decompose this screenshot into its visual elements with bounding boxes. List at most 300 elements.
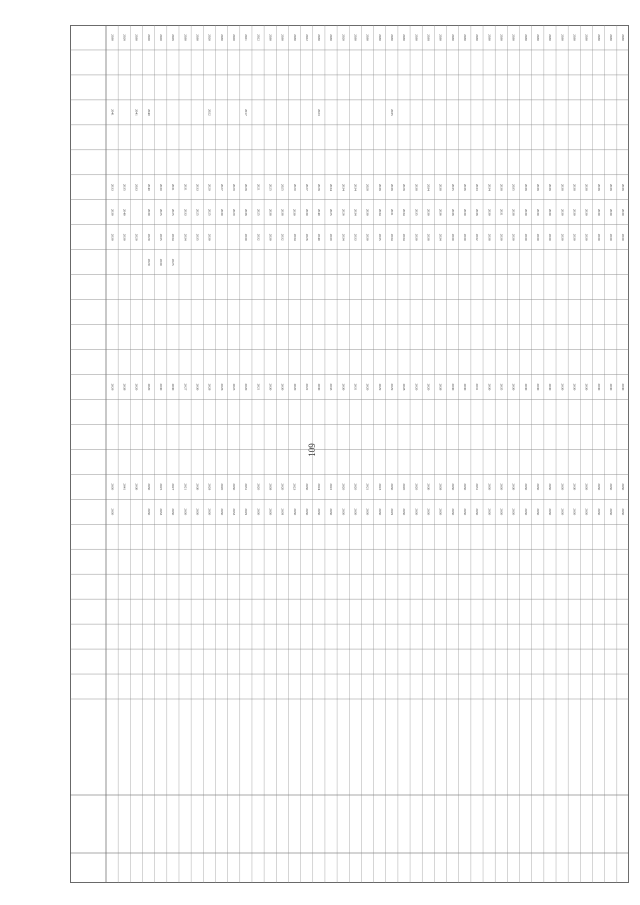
table-cell: 2031 [244, 483, 249, 491]
table-cell: 2029 [377, 383, 382, 391]
table-cell: 2030 [560, 483, 565, 491]
table-cell: 2030 [377, 34, 382, 41]
table-cell: 2030 [463, 208, 468, 216]
table-cell: 2030 [438, 508, 443, 516]
table-cell: 2030 [450, 508, 455, 516]
table-cell: 2030 [292, 508, 297, 516]
table-cell: 2034 [171, 233, 176, 241]
table-cell: 2030 [535, 508, 540, 516]
table-cell: 2023 [377, 483, 382, 491]
table-cell: 2030 [426, 483, 431, 491]
table-cell: 2041 [122, 483, 127, 491]
table-cell: 2030 [390, 34, 395, 41]
table-cell: 2038 [438, 383, 443, 391]
table-cell: 2020 [207, 34, 212, 41]
table-cell: 2022 [256, 34, 261, 41]
table-cell: 2027 [171, 483, 176, 491]
table-cell: 2031 [475, 383, 480, 391]
table-cell: 2030 [548, 383, 553, 391]
table-cell: 2030 [268, 233, 273, 241]
table-cell: 2030 [414, 233, 419, 241]
table-cell: 2038 [535, 183, 540, 191]
table-cell: 2020 [414, 483, 419, 491]
table-cell: 2030 [535, 34, 540, 41]
table-cell: 2030 [292, 34, 297, 41]
table-cell: 2020 [256, 483, 261, 491]
table-cell: 2032 [475, 233, 480, 241]
table-cell: 2034 [390, 233, 395, 241]
table-cell: 2030 [511, 483, 516, 491]
table-cell: 2034 [353, 183, 358, 191]
table-cell: 2022 [329, 483, 334, 491]
table-cell: 2034 [402, 208, 407, 216]
table-cell: 2030 [195, 483, 200, 491]
table-cell: 2030 [548, 483, 553, 491]
table-cell: 2029 [390, 383, 395, 391]
table-cell: 2025 [268, 183, 273, 191]
table-cell: 2031 [475, 483, 480, 491]
table-cell: 2030 [219, 34, 224, 41]
table-cell: 2020 [158, 34, 163, 41]
table-cell: 2023 [292, 483, 297, 491]
table-cell: 2030 [244, 233, 249, 241]
table-cell: 2030 [450, 483, 455, 491]
table-cell: 2030 [219, 508, 224, 516]
table-cell: 2034 [341, 183, 346, 191]
table-cell: 2030 [572, 208, 577, 216]
table-cell: 2030 [499, 34, 504, 41]
table-cell: 2038 [377, 183, 382, 191]
table-cell: 2020 [292, 383, 297, 391]
table-cell: 2030 [268, 383, 273, 391]
table-cell: 2038 [268, 483, 273, 491]
table-cell: 2038 [280, 208, 285, 216]
table-cell: 2030 [110, 34, 115, 41]
table-cell: 2020 [365, 383, 370, 391]
table-cell: 2033 [158, 508, 163, 516]
table-cell: 2030 [158, 258, 163, 266]
table-cell: 2020 [341, 483, 346, 491]
table-cell: 2033 [329, 383, 334, 391]
table-cell: 2030 [560, 508, 565, 516]
table-cell: 2038 [426, 233, 431, 241]
table-cell: 2030 [219, 208, 224, 216]
table-cell: 2030 [584, 508, 589, 516]
table-cell: 2030 [572, 483, 577, 491]
table-cell: 2021 [244, 34, 249, 41]
table-cell: 2030 [621, 34, 626, 41]
table-cell: 2030 [414, 508, 419, 516]
table-cell: 2038 [572, 183, 577, 191]
table-cell: 2027 [183, 383, 188, 391]
table-cell: 2035 [122, 183, 127, 191]
table-cell: 2030 [122, 233, 127, 241]
table-cell: 2035 [195, 233, 200, 241]
table-cell: 2030 [183, 34, 188, 41]
table-cell: 2026 [219, 383, 224, 391]
table-cell: 2030 [390, 483, 395, 491]
table-cell: 2034 [438, 233, 443, 241]
table-cell: 2039 [329, 233, 334, 241]
table-cell: 2030 [158, 383, 163, 391]
table-frame [71, 26, 629, 883]
table-cell: 2030 [608, 508, 613, 516]
table-cell: 2038 [244, 208, 249, 216]
table-cell: 2020 [146, 34, 151, 41]
table-cell: 2030 [560, 34, 565, 41]
table-cell: 2025 [329, 208, 334, 216]
table-cell: 2030 [317, 508, 322, 516]
table-cell: 2038 [414, 183, 419, 191]
table-cell: 2034 [183, 233, 188, 241]
table-cell: 2028 [402, 183, 407, 191]
table-cell: 2030 [195, 508, 200, 516]
table-cell: 2030 [572, 233, 577, 241]
table-cell: 2030 [596, 383, 601, 391]
table-cell: 2038 [426, 34, 431, 41]
table-cell: 2030 [414, 34, 419, 41]
table-cell: 2030 [426, 508, 431, 516]
table-cell: 2030 [608, 34, 613, 41]
table-cell: 2028 [207, 383, 212, 391]
table-cell: 2020 [134, 233, 139, 241]
data-table [70, 25, 629, 883]
table-cell: 2029 [390, 508, 395, 516]
table-cell: 2030 [499, 508, 504, 516]
table-cell: 2030 [584, 483, 589, 491]
table-cell: 2030 [572, 383, 577, 391]
table-cell: 2027 [219, 183, 224, 191]
table-cell: 2030 [183, 508, 188, 516]
table-cell: 2030 [487, 34, 492, 41]
table-cell: 2023 [231, 383, 236, 391]
table-cell: 2030 [304, 483, 309, 491]
table-cell: 2034 [292, 233, 297, 241]
table-cell: 2031 [390, 208, 395, 216]
table-cell: 2030 [171, 383, 176, 391]
table-cell: 2026 [122, 34, 127, 41]
table-cell: 2020 [231, 34, 236, 41]
table-cell: 2030 [548, 233, 553, 241]
table-cell: 2030 [134, 483, 139, 491]
table-cell: 2032 [256, 233, 261, 241]
table-cell: 2033 [195, 183, 200, 191]
table-cell: 2020 [280, 483, 285, 491]
table-cell: 2036 [463, 183, 468, 191]
table-cell: 2030 [463, 383, 468, 391]
table-cell: 2030 [402, 508, 407, 516]
table-cell: 2030 [596, 208, 601, 216]
table-cell: 2030 [171, 508, 176, 516]
table-cell: 2030 [463, 483, 468, 491]
table-cell: 2030 [329, 508, 334, 516]
table-cell: 2030 [560, 383, 565, 391]
table-cell: 2030 [110, 233, 115, 241]
table-cell: 2030 [329, 34, 334, 41]
table-cell: 2030 [304, 208, 309, 216]
table-cell: 2030 [548, 208, 553, 216]
table-cell: 2030 [584, 233, 589, 241]
table-cell: 2040 [146, 108, 151, 116]
table-cell: 2030 [365, 208, 370, 216]
table-cell: 2035 [158, 233, 163, 241]
table-cell: 2020 [353, 483, 358, 491]
table-cell: 2030 [523, 233, 528, 241]
table-cell: 2030 [535, 483, 540, 491]
table-cell: 2029 [231, 183, 236, 191]
table-cell: 2030 [304, 508, 309, 516]
table-cell: 2029 [244, 508, 249, 516]
table-cell: 2030 [377, 508, 382, 516]
table-cell: 2030 [353, 508, 358, 516]
table-cell: 2030 [207, 508, 212, 516]
table-cell: 2030 [621, 383, 626, 391]
table-cell: 2030 [621, 208, 626, 216]
table-cell: 2020 [146, 233, 151, 241]
table-cell: 2030 [231, 483, 236, 491]
table-cell: 2036 [438, 208, 443, 216]
table-cell: 2021 [365, 483, 370, 491]
table-cell: 2030 [463, 34, 468, 41]
table-cell: 2030 [572, 508, 577, 516]
table-cell: 2020 [207, 183, 212, 191]
table-cell: 2030 [450, 383, 455, 391]
table-cell: 2030 [608, 383, 613, 391]
table-cell: 2030 [523, 483, 528, 491]
table-cell: 2026 [304, 233, 309, 241]
table-cell: 2030 [511, 34, 516, 41]
table-cell: 2020 [134, 383, 139, 391]
table-cell: 2026 [110, 383, 115, 391]
table-cell: 2030 [475, 34, 480, 41]
table-cell: 2030 [535, 208, 540, 216]
table-cell: 2030 [195, 383, 200, 391]
table-cell: 2040 [146, 183, 151, 191]
table-cell: 2030 [548, 508, 553, 516]
table-cell: 2028 [244, 183, 249, 191]
table-cell: 2033 [134, 183, 139, 191]
table-cell: 2038 [438, 483, 443, 491]
table-cell: 2030 [511, 383, 516, 391]
table-cell: 2033 [231, 508, 236, 516]
table-cell: 2030 [596, 233, 601, 241]
table-cell: 2040 [317, 233, 322, 241]
table-cell: 2030 [523, 34, 528, 41]
table-cell: 2027 [304, 183, 309, 191]
table-cell: 2031 [499, 208, 504, 216]
table-cell: 2031 [353, 383, 358, 391]
table-cell: 2026 [171, 34, 176, 41]
table-cell: 2028 [402, 383, 407, 391]
table-cell: 2035 [390, 108, 395, 116]
table-cell: 2030 [110, 208, 115, 216]
table-cell: 2030 [341, 383, 346, 391]
table-cell: 2038 [438, 183, 443, 191]
table-cell: 2030 [487, 508, 492, 516]
table-cell: 2030 [438, 34, 443, 41]
table-cell: 2034 [377, 208, 382, 216]
table-cell: 2030 [146, 483, 151, 491]
table-cell: 2020 [414, 383, 419, 391]
table-cell: 2030 [584, 208, 589, 216]
table-cell: 2030 [608, 208, 613, 216]
table-cell: 2038 [122, 383, 127, 391]
table-cell: 2030 [280, 383, 285, 391]
table-cell: 2030 [268, 508, 273, 516]
table-cell: 2030 [365, 233, 370, 241]
table-cell: 2028 [365, 183, 370, 191]
table-cell: 2030 [341, 508, 346, 516]
table-cell: 2034 [353, 208, 358, 216]
table-cell: 2026 [341, 208, 346, 216]
table-cell: 2030 [365, 508, 370, 516]
table-cell: 2030 [523, 208, 528, 216]
table-cell: 2030 [499, 233, 504, 241]
table-cell: 2020 [219, 483, 224, 491]
table-cell: 2030 [463, 233, 468, 241]
table-cell: 2024 [317, 483, 322, 491]
table-cell: 2030 [523, 508, 528, 516]
table-cell: 2030 [560, 208, 565, 216]
table-cell: 2030 [621, 483, 626, 491]
table-cell: 2030 [548, 34, 553, 41]
table-cell: 2034 [329, 183, 334, 191]
table-cell: 2038 [487, 233, 492, 241]
table-cell: 2030 [317, 383, 322, 391]
table-cell: 2038 [548, 183, 553, 191]
table-cell: 2030 [317, 34, 322, 41]
table-cell: 2041 [134, 108, 139, 116]
table-cell: 2031 [171, 183, 176, 191]
table-cell: 2038 [584, 183, 589, 191]
table-cell: 2040 [122, 208, 127, 216]
table-cell: 2030 [353, 34, 358, 41]
table-cell: 2038 [523, 183, 528, 191]
table-cell: 2025 [158, 483, 163, 491]
table-cell: 2020 [426, 383, 431, 391]
table-cell: 2030 [560, 233, 565, 241]
table-cell: 2034 [402, 233, 407, 241]
table-cell: 2035 [377, 233, 382, 241]
table-cell: 2030 [134, 34, 139, 41]
table-cell: 2030 [280, 34, 285, 41]
table-cell: 2030 [535, 383, 540, 391]
table-cell: 2023 [317, 108, 322, 116]
table-cell: 2030 [110, 483, 115, 491]
table-cell: 2030 [450, 233, 455, 241]
table-cell: 2034 [426, 183, 431, 191]
table-cell: 2030 [499, 483, 504, 491]
table-cell: 2030 [450, 34, 455, 41]
table-cell: 2034 [341, 233, 346, 241]
table-cell: 2038 [608, 183, 613, 191]
table-cell: 2038 [560, 183, 565, 191]
table-cell: 2035 [499, 383, 504, 391]
table-cell: 2033 [353, 233, 358, 241]
table-cell: 2038 [499, 183, 504, 191]
table-cell: 2030 [158, 183, 163, 191]
table-cell: 2020 [146, 258, 151, 266]
table-cell: 2030 [584, 383, 589, 391]
table-cell: 2032 [280, 233, 285, 241]
table-cell: 2030 [621, 508, 626, 516]
table-cell: 2022 [304, 383, 309, 391]
table-cell: 2017 [244, 108, 249, 116]
table-cell: 2035 [450, 183, 455, 191]
table-cell: 2030 [596, 483, 601, 491]
table-cell: 2025 [280, 183, 285, 191]
table-cell: 2025 [171, 208, 176, 216]
table-cell: 2021 [183, 483, 188, 491]
table-cell: 2030 [475, 508, 480, 516]
table-cell: 2041 [110, 108, 115, 116]
table-cell: 2030 [596, 34, 601, 41]
table-cell: 2030 [292, 208, 297, 216]
table-cell: 2035 [414, 208, 419, 216]
table-cell: 2038 [268, 208, 273, 216]
table-cell: 2030 [608, 233, 613, 241]
table-cell: 2030 [207, 233, 212, 241]
table-cell: 2035 [511, 183, 516, 191]
table-cell: 2040 [317, 208, 322, 216]
table-cell: 2025 [158, 208, 163, 216]
table-cell: 2030 [268, 34, 273, 41]
table-cell: 2030 [110, 508, 115, 516]
table-cell: 2029 [231, 208, 236, 216]
table-cell: 2031 [183, 183, 188, 191]
table-cell: 2033 [110, 183, 115, 191]
table-cell: 2022 [304, 34, 309, 41]
table-cell: 2030 [463, 508, 468, 516]
table-cell: 2020 [146, 383, 151, 391]
table-cell: 2030 [256, 508, 261, 516]
table-cell: 2038 [596, 183, 601, 191]
table-cell: 2038 [621, 183, 626, 191]
table-cell: 2030 [195, 34, 200, 41]
table-cell: 2025 [256, 208, 261, 216]
table-cell: 2030 [511, 508, 516, 516]
table-cell: 2030 [487, 383, 492, 391]
table-cell: 2038 [390, 183, 395, 191]
table-cell: 2020 [341, 34, 346, 41]
table-cell: 2038 [511, 208, 516, 216]
table-cell: 2028 [317, 183, 322, 191]
table-cell: 2025 [207, 208, 212, 216]
table-cell: 2022 [207, 108, 212, 116]
table-cell: 2034 [487, 183, 492, 191]
table-cell: 2021 [256, 183, 261, 191]
table-cell: 2030 [487, 208, 492, 216]
table-cell: 2038 [450, 208, 455, 216]
table-cell: 2030 [621, 233, 626, 241]
table-cell: 2033 [183, 208, 188, 216]
table-cell: 2030 [523, 383, 528, 391]
table-cell: 2030 [146, 208, 151, 216]
table-cell: 2020 [292, 183, 297, 191]
table-cell: 2030 [402, 34, 407, 41]
table-cell: 2030 [365, 34, 370, 41]
table-cell: 2039 [280, 508, 285, 516]
table-cell: 2030 [535, 233, 540, 241]
table-cell: 2030 [584, 34, 589, 41]
table-cell: 2030 [596, 508, 601, 516]
table-cell: 2030 [426, 208, 431, 216]
table-cell: 2021 [256, 383, 261, 391]
table-cell: 2030 [511, 233, 516, 241]
table-cell: 2020 [244, 383, 249, 391]
page-number: 109 [307, 443, 317, 457]
table-cell: 2020 [402, 483, 407, 491]
